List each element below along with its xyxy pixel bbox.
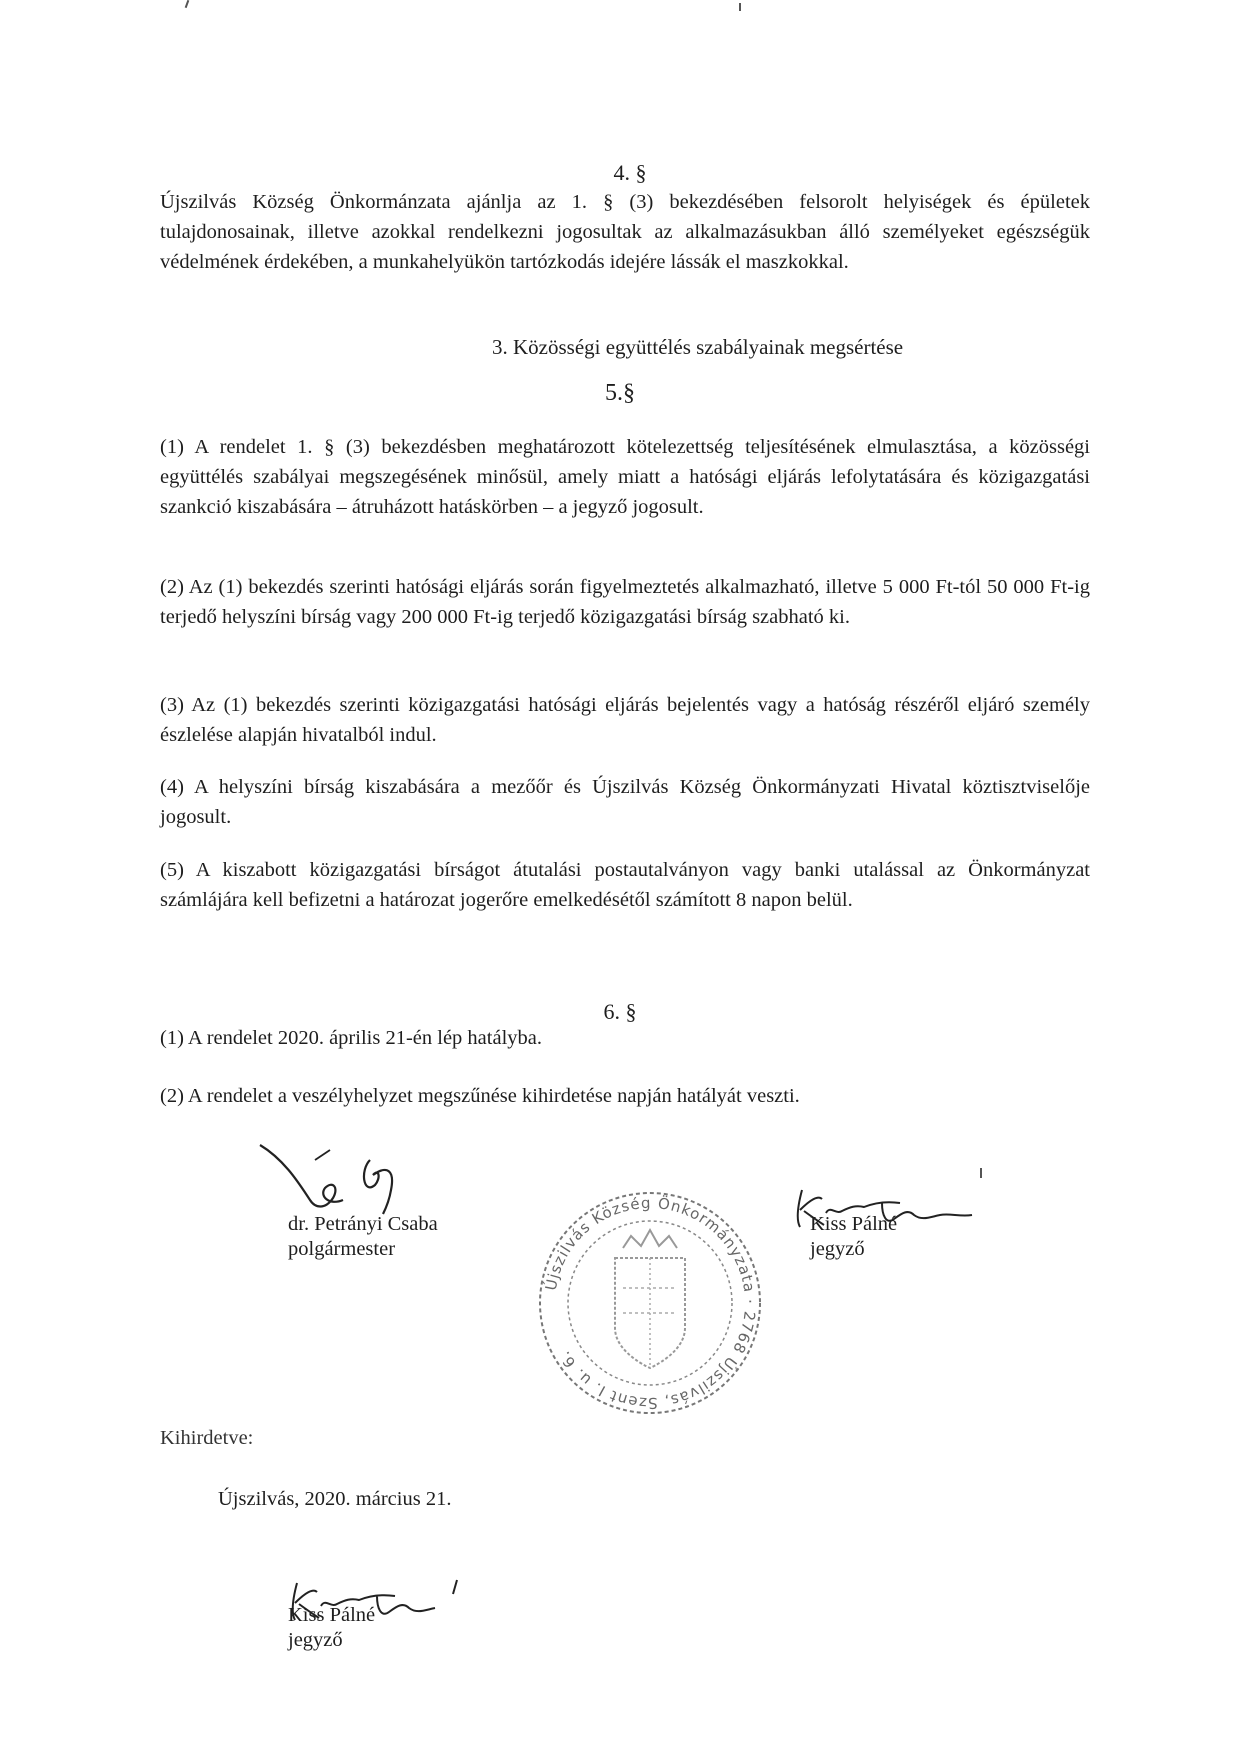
mayor-block xyxy=(288,1212,438,1262)
scan-mark xyxy=(980,1168,982,1178)
section-6-line-1: (1) A rendelet 2020. április 21-én lép hatályba. xyxy=(160,1027,542,1049)
scan-mark xyxy=(739,3,741,11)
section-4-text: Újszilvás Község Önkormánzata ajánlja az 1. § (3) bekezdésében felsorolt helyiségek és épületek tulajdonosainak, illetve azokkal rendelkezni jogosultak az alkalmazásukban álló személyeket egészségük védelmének érdekében, a munkahelyükön tartózkodás idejére lássák el maszkokkal. xyxy=(160,191,1090,273)
mayor-title: polgármester xyxy=(288,1238,396,1260)
chapter-3-title: 3. Közösségi együttélés szabályainak megsértése xyxy=(492,335,904,359)
section-5-paragraph-1: (1) A rendelet 1. § (3) bekezdésben meghatározott kötelezettség teljesítésének elmulasztása, a közösségi együttélés szabályai megszegésének minősül, amely miatt a hatósági eljárás lefolytatására és közigazgatási szankció kiszabására – átruházott hatáskörben – a jegyző jogosult. xyxy=(160,436,1090,518)
notary-block xyxy=(810,1212,897,1262)
mayor-name: dr. Petrányi Csaba xyxy=(288,1213,438,1235)
section-5-heading: 5.§ xyxy=(605,380,635,406)
section-6-line-2: (2) A rendelet a veszélyhelyzet megszűnése kihirdetése napján hatályát veszti. xyxy=(160,1085,800,1107)
publication-signer-title: jegyző xyxy=(288,1629,343,1651)
publication-signer-block xyxy=(288,1603,375,1653)
notary-title: jegyző xyxy=(810,1238,865,1260)
section-4-heading: 4. § xyxy=(613,160,647,185)
section-6-heading: 6. § xyxy=(603,999,637,1024)
notary-name: Kiss Pálné xyxy=(810,1213,898,1235)
section-5-paragraph-2: (2) Az (1) bekezdés szerinti hatósági eljárás során figyelmeztetés alkalmazható, illetve 5 000 Ft-tól 50 000 Ft-ig terjedő helyszíni bírság vagy 200 000 Ft-ig terjedő közigazgatási bírság szabható ki. xyxy=(160,576,1090,628)
section-5-paragraph-3: (3) Az (1) bekezdés szerinti közigazgatási hatósági eljárás bejelentés vagy a hatóság részéről eljáró személy észlelése alapján hivatalból indul. xyxy=(160,694,1090,746)
publication-label: Kihirdetve: xyxy=(160,1427,254,1449)
svg-text:Újszilvás Község Önkormányzata: Újszilvás Község Önkormányzata · 2768 Újszilvás, Szent I. u. 6. xyxy=(541,1193,760,1413)
publication-place-date: Újszilvás, 2020. március 21. xyxy=(218,1488,452,1510)
section-5-paragraph-5: (5) A kiszabott közigazgatási bírságot átutalási postautalványon vagy banki utalással az Önkormányzat számlájára kell befizetni a határozat jogerőre emelkedésétől számított 8 napon belül. xyxy=(160,859,1090,911)
section-5-paragraph-4: (4) A helyszíni bírság kiszabására a mezőőr és Újszilvás Község Önkormányzati Hivatal köztisztviselője jogosult. xyxy=(160,776,1090,828)
publication-signer-name: Kiss Pálné xyxy=(288,1604,376,1626)
official-seal xyxy=(535,1188,765,1418)
mayor-signature xyxy=(255,1140,435,1215)
scan-mark xyxy=(185,0,190,8)
